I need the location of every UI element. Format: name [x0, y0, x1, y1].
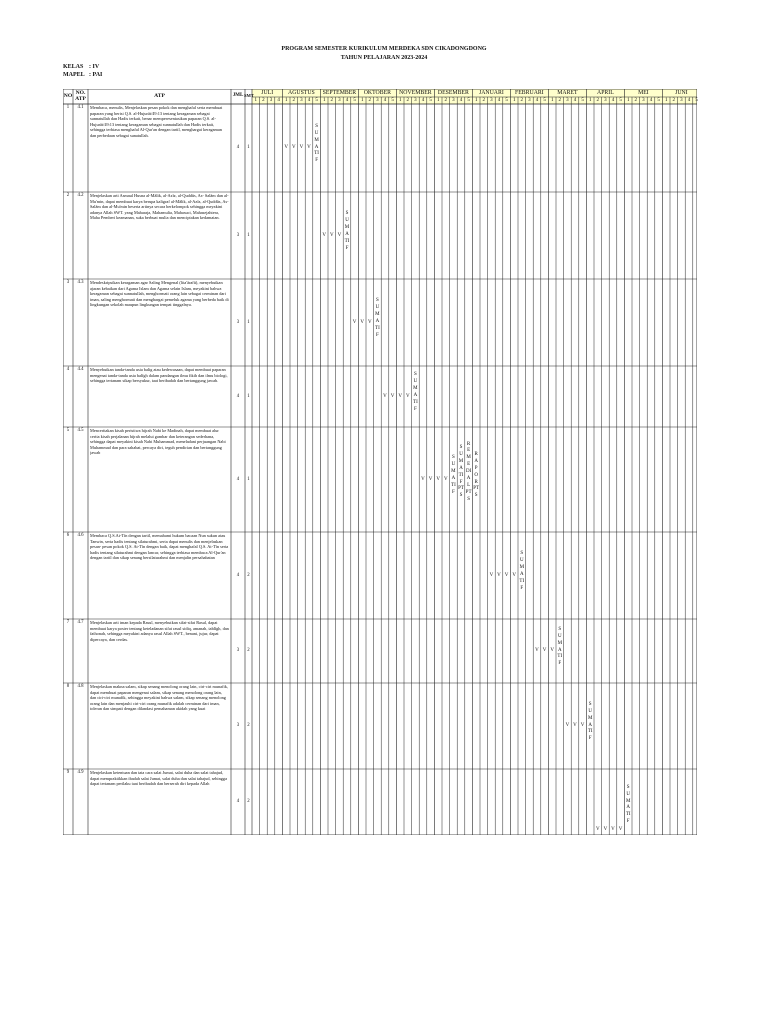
week-mark: V: [595, 827, 600, 832]
week-number: 3: [566, 97, 569, 103]
week-mark: V: [542, 648, 547, 653]
week-mark: V: [618, 827, 623, 832]
week-mark: V: [489, 572, 494, 578]
week-number: 4: [649, 97, 653, 103]
week-number: 2: [330, 97, 334, 103]
vertical-note: SUMATIF PTS: [458, 445, 464, 499]
vertical-note: SUMATIF: [314, 123, 319, 164]
week-mark: V: [436, 476, 440, 482]
week-mark: V: [291, 145, 296, 150]
row-no: 2: [66, 193, 70, 198]
week-number: 3: [528, 97, 531, 103]
vertical-note: SUMATIF: [413, 372, 418, 412]
row-atp-text: Membaca Q.S.At-Tīn dengan tartil, memahami hukum bacaan Nun sukun atau Tanwin, serta hadis tentang silaturahmi, serta dapat menulis dan menjelaskan pesan- pesan pokok Q.S. At-Tīn dengan baik, dapat menghafal Q.S. At-Tīn serta hadis tentang silaturahmi dengan lancar, sehingga terbiasa membaca Al-Qur'an dengan tartil dan sikap senang bersilaturahmi dan menjalin persahabatan: [90, 533, 229, 561]
week-number: 3: [269, 97, 273, 103]
row-smt: 1: [247, 393, 250, 399]
week-number: 1: [588, 97, 592, 103]
week-number: 1: [360, 97, 364, 103]
week-mark: V: [360, 319, 364, 325]
week-number: 1: [284, 97, 288, 103]
week-number: 2: [596, 97, 600, 103]
week-number: 5: [353, 97, 356, 103]
week-mark: V: [284, 145, 288, 150]
week-number: 5: [467, 97, 470, 103]
week-mark: V: [443, 476, 448, 482]
row-atp-no: 4.8: [77, 684, 84, 689]
week-mark: V: [504, 572, 509, 578]
week-number: 5: [543, 97, 546, 103]
week-number: 2: [262, 97, 265, 103]
row-smt: 2: [247, 799, 250, 804]
week-mark: V: [497, 572, 501, 578]
vertical-note: SUMATIF: [587, 701, 593, 742]
row-atp-no: 4.2: [77, 193, 84, 198]
week-number: 4: [307, 97, 311, 103]
week-number: 1: [322, 97, 326, 103]
header-smt: SMT: [244, 93, 254, 98]
week-number: 5: [391, 97, 394, 103]
row-jml: 3: [236, 723, 240, 728]
week-number: 1: [398, 97, 402, 103]
month-label: AGUSTUS: [288, 89, 315, 96]
vertical-note: SUMATIF: [625, 784, 631, 825]
week-number: 1: [664, 97, 668, 103]
row-no: 8: [66, 684, 70, 689]
month-label: APRIL: [597, 89, 614, 96]
mapel-line: [63, 72, 102, 78]
row-atp-text: Menceritakan kisah peristiwa hijrah Nabi ke Madinah, dapat membuat alur cerita kisah perjalanan hijrah melalui gambar dan keterangan sederhana, sehingga dapat meyakini kisah Nabi Muhammad, meneladani perjuangan Nabi Muhammad dan para sahabat, percaya diri, teguh pendirian dan bertanggung jawab: [90, 428, 226, 456]
vertical-note: REMEDIAL PTS: [465, 441, 472, 502]
week-number: 3: [452, 97, 455, 103]
vertical-note: SUMATIF: [557, 626, 563, 667]
header-no: NO: [63, 93, 73, 99]
row-smt: 2: [247, 572, 250, 578]
row-atp-text: Menjelaskan makna salam, sikap senang menolong orang lain, ciri-ciri munafik, dapat membuat paparan mengenai salam, sikap senang menolong orang lain, dan ciri-ciri munafik, sehingga meyakini bahwa salam, sikap senang menolong orang lain dan menjauhi ciri-ciri orang munafik adalah cerminan dari iman, toleran dan simpati dengan dilandasi pemahaman akidah yang kuat: [90, 684, 228, 712]
month-label: NOVEMBER: [399, 89, 432, 96]
week-number: 3: [642, 97, 645, 103]
week-mark: V: [512, 572, 516, 578]
week-number: 2: [406, 97, 410, 103]
row-jml: 3: [236, 648, 240, 653]
row-jml: 3: [236, 232, 240, 238]
week-mark: V: [405, 393, 410, 399]
week-mark: V: [337, 232, 342, 238]
row-jml: 4: [236, 799, 240, 804]
header-no-atp: NO. ATP: [75, 90, 86, 102]
week-number: 5: [695, 97, 698, 103]
vertical-note: SUMATIF: [451, 455, 456, 495]
month-label: DESEMBER: [437, 89, 469, 96]
week-number: 2: [558, 97, 562, 103]
week-mark: V: [535, 648, 539, 653]
week-mark: V: [352, 319, 357, 325]
week-mark: V: [428, 476, 433, 482]
kelas-line: [63, 64, 99, 70]
week-number: 1: [626, 97, 630, 103]
week-number: 2: [634, 97, 638, 103]
week-number: 1: [512, 97, 516, 103]
week-number: 4: [421, 97, 425, 103]
week-mark: V: [367, 319, 372, 325]
row-atp-text: Mendeskripsikan keragaman agar Saling Mengenal (lita'ārafū), menyebutkan ajaran kebaikan dari Agama Islam dan Agama selain Islam, meyakini bahwa keragaman sebagai sunnatullah, menghormati orang lain sebagai cerminan dari iman, saling menghormati dan menghargai pemeluk agama yang berbeda baik di lingkungan sekolah maupun lingkungan tempat tinggalnya.: [90, 280, 229, 308]
week-number: 5: [315, 97, 318, 103]
week-number: 2: [520, 97, 524, 103]
week-number: 1: [550, 97, 554, 103]
month-label: FEBRUARI: [515, 89, 544, 96]
week-mark: V: [299, 145, 304, 150]
month-label: MEI: [638, 89, 649, 96]
week-number: 3: [490, 97, 493, 103]
row-smt: 2: [247, 648, 250, 653]
week-mark: V: [580, 723, 585, 728]
row-atp-no: 4.5: [77, 428, 84, 433]
program-semester-table: [63, 89, 697, 835]
week-number: 2: [292, 97, 296, 103]
page-title: PROGRAM SEMESTER KURIKULUM MERDEKA SDN CIKADONGDONG: [281, 46, 487, 52]
week-number: 3: [376, 97, 379, 103]
week-number: 1: [254, 97, 258, 103]
week-number: 3: [300, 97, 303, 103]
row-atp-no: 4.6: [77, 533, 84, 538]
mapel-value: : PAI: [89, 72, 103, 78]
row-atp-text: Membaca, menulis, Menjelaskan pesan pokok dan menghafal serta membuat paparan yang berisi Q.S. al-Hujurāt/49:13 tentang keragaman sebagai sunnatullah dan Hadis terkait, benar memperesentasikan paparan Q.S. al-Hujurāt/49:13 tentang keragaman sebagai sunnatullah dan Hadis terkait, sehingga terbiasa menghafal Al-Qur'an dengan tartil, menghargai keragaman dan perbedaan sebagai sunatullah.: [90, 105, 223, 138]
row-no: 7: [66, 620, 70, 625]
week-mark: V: [550, 648, 554, 653]
row-no: 9: [66, 770, 70, 775]
row-jml: 4: [236, 393, 240, 399]
row-atp-no: 4.9: [77, 770, 84, 775]
vertical-note: SUMATIF: [344, 211, 350, 251]
week-number: 3: [338, 97, 341, 103]
row-no: 1: [66, 105, 70, 110]
week-number: 2: [444, 97, 448, 103]
page-subtitle: TAHUN PELAJARAN 2023-2024: [340, 55, 428, 61]
week-number: 4: [497, 97, 501, 103]
row-atp-no: 4.4: [77, 367, 84, 372]
week-number: 5: [429, 97, 432, 103]
row-atp-text: Menjelaskan ketentuan dan tata cara salat Jumat, salat duha dan salat tahajud, dapat mempraktikkan ibadah salat Jumat, salat duha dan salat tahajud, sehingga dapat tertanam perilaku taat beribadah dan berserah diri kepada Allah: [90, 770, 227, 787]
week-number: 4: [383, 97, 387, 103]
month-label: SEPTEMBER: [322, 89, 357, 96]
vertical-note: SUMATIF: [375, 298, 380, 338]
week-number: 3: [414, 97, 417, 103]
week-number: 5: [619, 97, 622, 103]
row-jml: 3: [236, 319, 240, 325]
week-mark: V: [329, 232, 334, 238]
week-number: 3: [680, 97, 683, 103]
week-number: 4: [687, 97, 691, 103]
month-label: JUNI: [675, 89, 688, 96]
week-mark: V: [307, 145, 311, 150]
month-label: JULI: [261, 89, 274, 96]
week-mark: V: [383, 393, 387, 399]
week-mark: V: [603, 827, 608, 832]
week-number: 5: [505, 97, 508, 103]
vertical-note: RAPOR PTS: [473, 451, 480, 499]
week-number: 1: [474, 97, 478, 103]
row-no: 3: [66, 280, 70, 285]
row-smt: 1: [247, 476, 250, 482]
week-mark: V: [421, 476, 425, 482]
header-jml: JML: [232, 93, 244, 98]
week-mark: V: [611, 827, 615, 832]
row-jml: 4: [236, 476, 240, 482]
row-atp-text: Menjelaskan arti Asmaul Husna al-Mālik, al-Azīz, al-Quddūs, As- Salām dan al-Mu'min, dapat membuat karya berupa kaligraf al-Mālik, al-Azīz, al-Quddūs, As-Salām dan al-Mu'min beserta artinya secara berkelompok sehingga meyakini adanya Allah SWT. yang Maharaja, Mahamulia, Mahasuci, Mahasejahtera, Maha Pemberi keamanan, suka berbuat mulia dan menciptakan kedamaian.: [90, 193, 229, 221]
row-atp-no: 4.7: [77, 620, 84, 625]
month-label: OKTOBER: [363, 89, 392, 96]
week-number: 4: [459, 97, 463, 103]
month-label: JANUARI: [478, 89, 504, 96]
week-mark: V: [565, 723, 570, 728]
header-atp: ATP: [154, 93, 165, 99]
row-atp-text: Menjelaskan arti iman kepada Rasul, menyebutkan sifat-sifat Rasul, dapat membuat karya poster tentang keteladanan sifat rasul sidiq, amanah, tablīgh, dan fathonah, sehingga meyakini adanya rasul Allah SWT., benani, jujur, dapat dipercaya, dan cerdas.: [90, 620, 229, 642]
row-no: 4: [66, 367, 70, 372]
row-smt: 2: [247, 723, 250, 728]
row-atp-text: Menyebutkan tanda-tanda usia balig atau kedewasaan, dapat membuat paparan mengenai tanda-tanda usia balīgh dalam pandangan ilmu fikih dan ilmu biologi, sehingga tertanam sikap bersyukur, taat beribadah dan bertanggung jawab.: [90, 367, 228, 384]
week-number: 4: [573, 97, 577, 103]
week-number: 2: [672, 97, 676, 103]
week-mark: V: [322, 232, 326, 238]
week-number: 5: [581, 97, 584, 103]
week-number: 3: [604, 97, 607, 103]
week-mark: V: [573, 723, 577, 728]
row-no: 5: [66, 428, 70, 433]
row-jml: 4: [236, 145, 240, 150]
vertical-note: SUMATIF: [519, 551, 525, 591]
week-number: 4: [611, 97, 615, 103]
week-mark: V: [398, 393, 402, 399]
row-atp-no: 4.1: [77, 105, 84, 110]
mapel-label: MAPEL: [63, 72, 85, 78]
row-smt: 1: [247, 145, 250, 150]
kelas-value: : IV: [89, 64, 100, 70]
row-smt: 1: [247, 232, 250, 238]
week-mark: V: [390, 393, 395, 399]
week-number: 1: [436, 97, 440, 103]
month-label: MARET: [557, 89, 578, 96]
week-number: 4: [277, 97, 280, 103]
week-number: 4: [345, 97, 349, 103]
row-smt: 1: [247, 319, 250, 325]
week-number: 5: [657, 97, 660, 103]
row-atp-no: 4.3: [77, 280, 84, 285]
row-no: 6: [66, 533, 70, 538]
week-number: 2: [368, 97, 372, 103]
week-number: 2: [482, 97, 486, 103]
row-jml: 4: [236, 572, 240, 578]
week-number: 4: [535, 97, 539, 103]
kelas-label: KELAS: [63, 64, 84, 70]
